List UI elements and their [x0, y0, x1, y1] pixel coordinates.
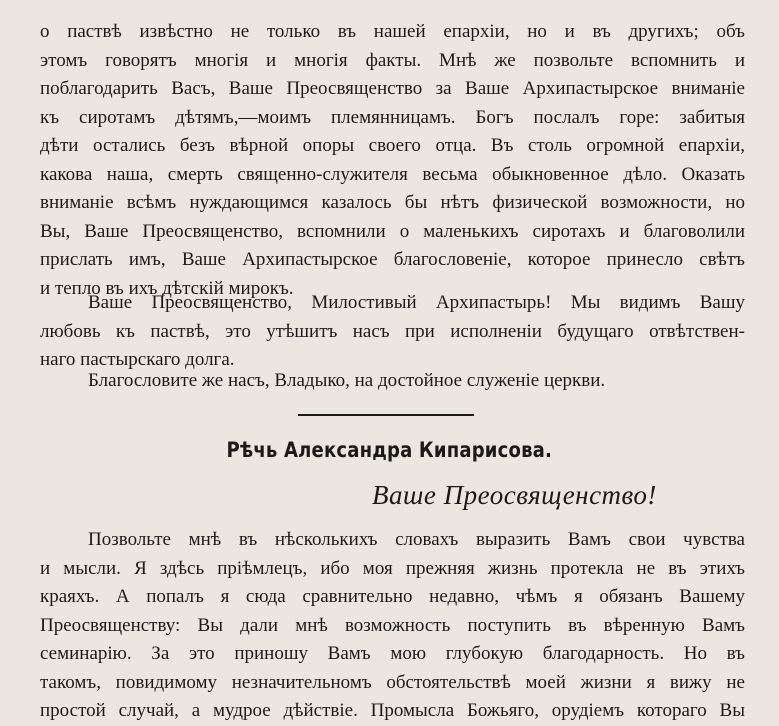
- paragraph-3: [40, 367, 745, 396]
- speech-address: Ваше Преосвященство!: [372, 480, 657, 510]
- text-line: наго пастырскаго долга.: [40, 349, 235, 370]
- section-divider: [298, 414, 474, 416]
- text-line: Вы, Ваше Преосвященство, вспомнили о маленькихъ сиротахъ и благоволили: [40, 220, 745, 242]
- text-line: такомъ, повидимому незначительномъ обстоятельствѣ моей жизни я вижу не: [40, 671, 745, 693]
- text-line: какова наша, смерть священно-служителя весьма обыкновенное дѣло. Оказать: [40, 163, 745, 185]
- paragraph-4: [40, 526, 745, 726]
- text-line: прислать имъ, Ваше Архипастырское благословеніе, которое принесло свѣтъ: [40, 249, 745, 270]
- text-line: Преосвященству: Вы дали мнѣ возможность поступить въ вѣренную Вамъ: [40, 614, 745, 636]
- speech-heading: Рѣчь Александра Кипарисова.: [226, 438, 553, 462]
- text-line: любовь къ паствѣ, это утѣшитъ насъ при исполненіи будущаго отвѣтствен-: [40, 320, 745, 342]
- text-line: и тепло въ ихъ дѣтскій мирокъ.: [40, 277, 294, 299]
- text-line: Ваше Преосвященство, Милостивый Архипастырь! Мы видимъ Вашу: [88, 292, 745, 313]
- paragraph-2: [40, 289, 745, 375]
- text-line: поблагодарить Васъ, Ваше Преосвященство за Ваше Архипастырское вниманіе: [40, 78, 745, 99]
- text-line: этомъ говорятъ многія и многія факты. Мнѣ же позвольте вспомнить и: [40, 49, 745, 71]
- paragraph-1: [40, 18, 745, 303]
- text-line: Позвольте мнѣ въ нѣсколькихъ словахъ выразить Вамъ свои чувства: [88, 529, 745, 550]
- text-line: дѣти остались безъ вѣрной опоры своего отца. Въ столь огромной епархіи,: [40, 135, 745, 156]
- text-line: и мысли. Я здѣсь пріѣмлецъ, ибо моя прежняя жизнь протекла не въ этихъ: [40, 557, 745, 579]
- text-line: къ сиротамъ дѣтямъ,—моимъ племянницамъ. Богъ послалъ горе: забитыя: [40, 106, 745, 128]
- text-line: краяхъ. А попалъ я сюда сравнительно недавно, чѣмъ я обязанъ Вашему: [40, 586, 745, 607]
- text-line: Благословите же насъ, Владыко, на достойное служеніе церкви.: [88, 370, 606, 391]
- text-line: простой случай, а мудрое дѣйствіе. Промысла Божьяго, орудіемъ котораго Вы: [40, 700, 745, 721]
- text-line: о паствѣ извѣстно не только въ нашей епархіи, но и въ другихъ; объ: [40, 21, 745, 42]
- text-line: семинарію. За это приношу Вамъ мою глубокую благодарность. Но въ: [40, 643, 745, 664]
- text-line: вниманіе всѣмъ нуждающимся казалось бы нѣтъ физической возможности, но: [40, 192, 745, 213]
